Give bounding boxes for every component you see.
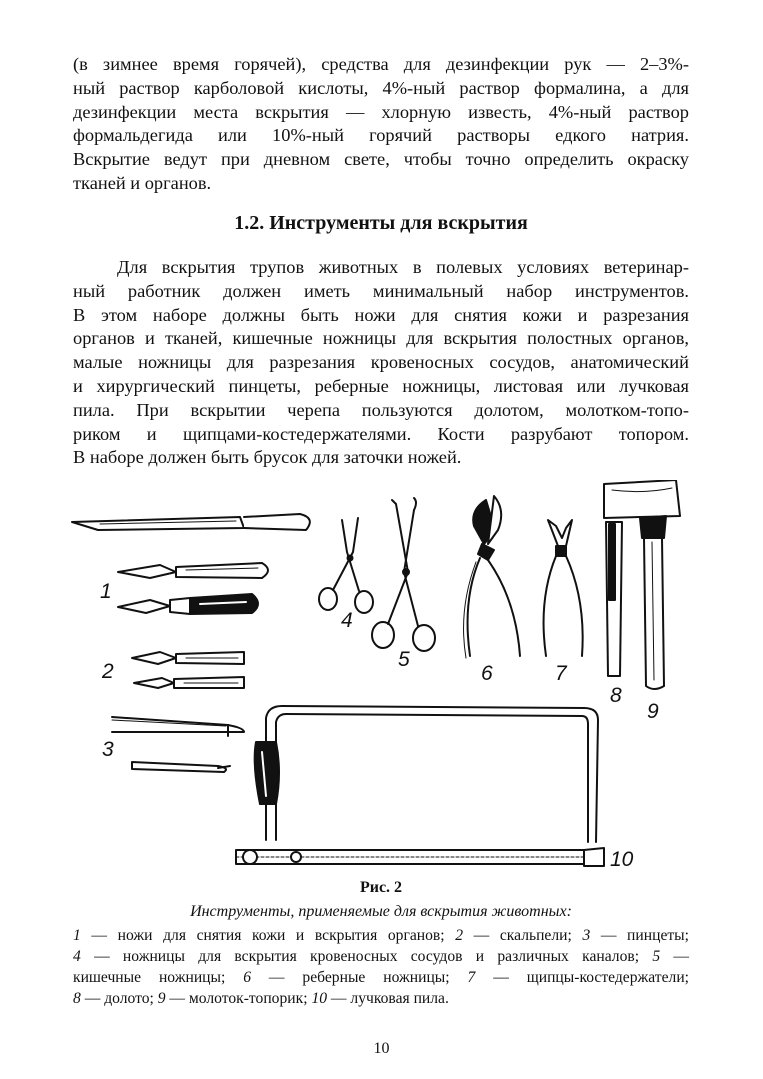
- small-scissors-icon: [319, 518, 373, 613]
- body-paragraph: [73, 256, 689, 470]
- text-line: органов и тканей, кишечные ножницы для вскрытия полостных органов,: [73, 328, 689, 349]
- skinning-knife-icon: [72, 514, 310, 530]
- text-line: Вскрытие ведут при дневном свете, чтобы точно определить окраску: [73, 149, 689, 170]
- legend-text: — пинцеты;: [590, 927, 689, 944]
- scalpel-icon: [134, 677, 244, 688]
- text-line: Для вскрытия трупов животных в полевых условиях ветеринар-: [117, 257, 689, 277]
- label-1: 1: [100, 580, 112, 603]
- label-10: 10: [610, 848, 634, 871]
- figure-title: Рис. 2: [359, 879, 403, 896]
- legend-num: 8: [73, 990, 81, 1007]
- label-8: 8: [610, 684, 622, 707]
- label-9: 9: [647, 700, 659, 723]
- legend-num: 9: [157, 990, 166, 1007]
- legend-text: — скальпели;: [463, 927, 583, 944]
- rib-shears-icon: [464, 496, 520, 658]
- legend-text: кишечные ножницы;: [73, 969, 244, 986]
- forceps-icon: [132, 762, 230, 772]
- figure-legend: [73, 925, 689, 1009]
- label-4: 4: [341, 609, 353, 632]
- figure-subtitle: Инструменты, применяемые для вскрытия животных:: [190, 903, 572, 920]
- legend-num: 4: [73, 948, 81, 965]
- legend-num: 7: [467, 969, 476, 986]
- legend-text: — лучковая пила.: [327, 990, 449, 1007]
- intestinal-scissors-icon: [372, 498, 435, 651]
- chisel-icon: [606, 522, 622, 676]
- label-2: 2: [102, 660, 114, 683]
- legend-line: [73, 967, 689, 988]
- text-line: и хирургический пинцеты, реберные ножницы, листовая или лучковая: [73, 375, 689, 396]
- dissecting-knife-icon: [118, 594, 258, 614]
- legend-num: 5: [652, 948, 661, 965]
- text-line: малые ножницы для разрезания кровеносных сосудов, анатомический: [73, 352, 689, 373]
- text-line: формальдегида или 10%-ный горячий растворы едкого натрия.: [73, 125, 689, 146]
- section-heading: 1.2. Инструменты для вскрытия: [234, 212, 528, 234]
- text-line: дезинфекции места вскрытия — хлорную известь, 4%-ный раствор: [73, 101, 689, 122]
- legend-text: — щипцы-костедержатели;: [475, 969, 690, 986]
- page-number: 10: [373, 1040, 390, 1057]
- bow-saw-icon: [236, 706, 604, 866]
- text-line: В этом наборе должны быть ножи для снятия кожи и разрезания: [73, 304, 689, 325]
- scalpel-icon: [132, 652, 244, 664]
- bone-forceps-icon: [544, 520, 583, 656]
- legend-num: 10: [311, 990, 328, 1007]
- legend-line: [73, 925, 689, 946]
- legend-text: —: [660, 948, 689, 965]
- legend-num: 6: [243, 969, 252, 986]
- legend-num: 1: [73, 927, 81, 944]
- legend-line: [73, 988, 689, 1009]
- legend-text: — реберные ножницы;: [251, 969, 468, 986]
- text-line: ный работник должен иметь минимальный набор инструментов.: [73, 280, 689, 301]
- label-6: 6: [481, 662, 493, 685]
- text-line: пила. При вскрытии черепа пользуются долотом, молотком-топо-: [73, 399, 689, 420]
- text-line: тканей и органов.: [73, 172, 212, 193]
- instruments-figure: [0, 480, 763, 875]
- label-7: 7: [555, 662, 567, 685]
- text-line: (в зимнее время горячей), средства для дезинфекции рук — 2–3%-: [73, 54, 689, 74]
- text-line: В наборе должен быть брусок для заточки ножей.: [73, 447, 462, 468]
- label-5: 5: [398, 648, 410, 671]
- text-line: ный раствор карболовой кислоты, 4%-ный раствор формалина, а для: [73, 77, 689, 98]
- legend-text: — молоток-топорик;: [165, 990, 312, 1007]
- legend-num: 3: [582, 927, 591, 944]
- text-line: риком и щипцами-костедержателями. Кости разрубают топором.: [73, 423, 689, 444]
- intro-paragraph: [73, 53, 689, 196]
- forceps-icon: [112, 717, 244, 736]
- dissecting-knife-icon: [118, 563, 268, 578]
- legend-text: — долото;: [80, 990, 158, 1007]
- legend-text: — ножи для снятия кожи и вскрытия органов;: [80, 927, 456, 944]
- legend-text: — ножницы для вскрытия кровеносных сосудов и различных каналов;: [80, 948, 653, 965]
- legend-num: 2: [455, 927, 464, 944]
- label-3: 3: [102, 738, 114, 761]
- legend-line: [73, 946, 689, 967]
